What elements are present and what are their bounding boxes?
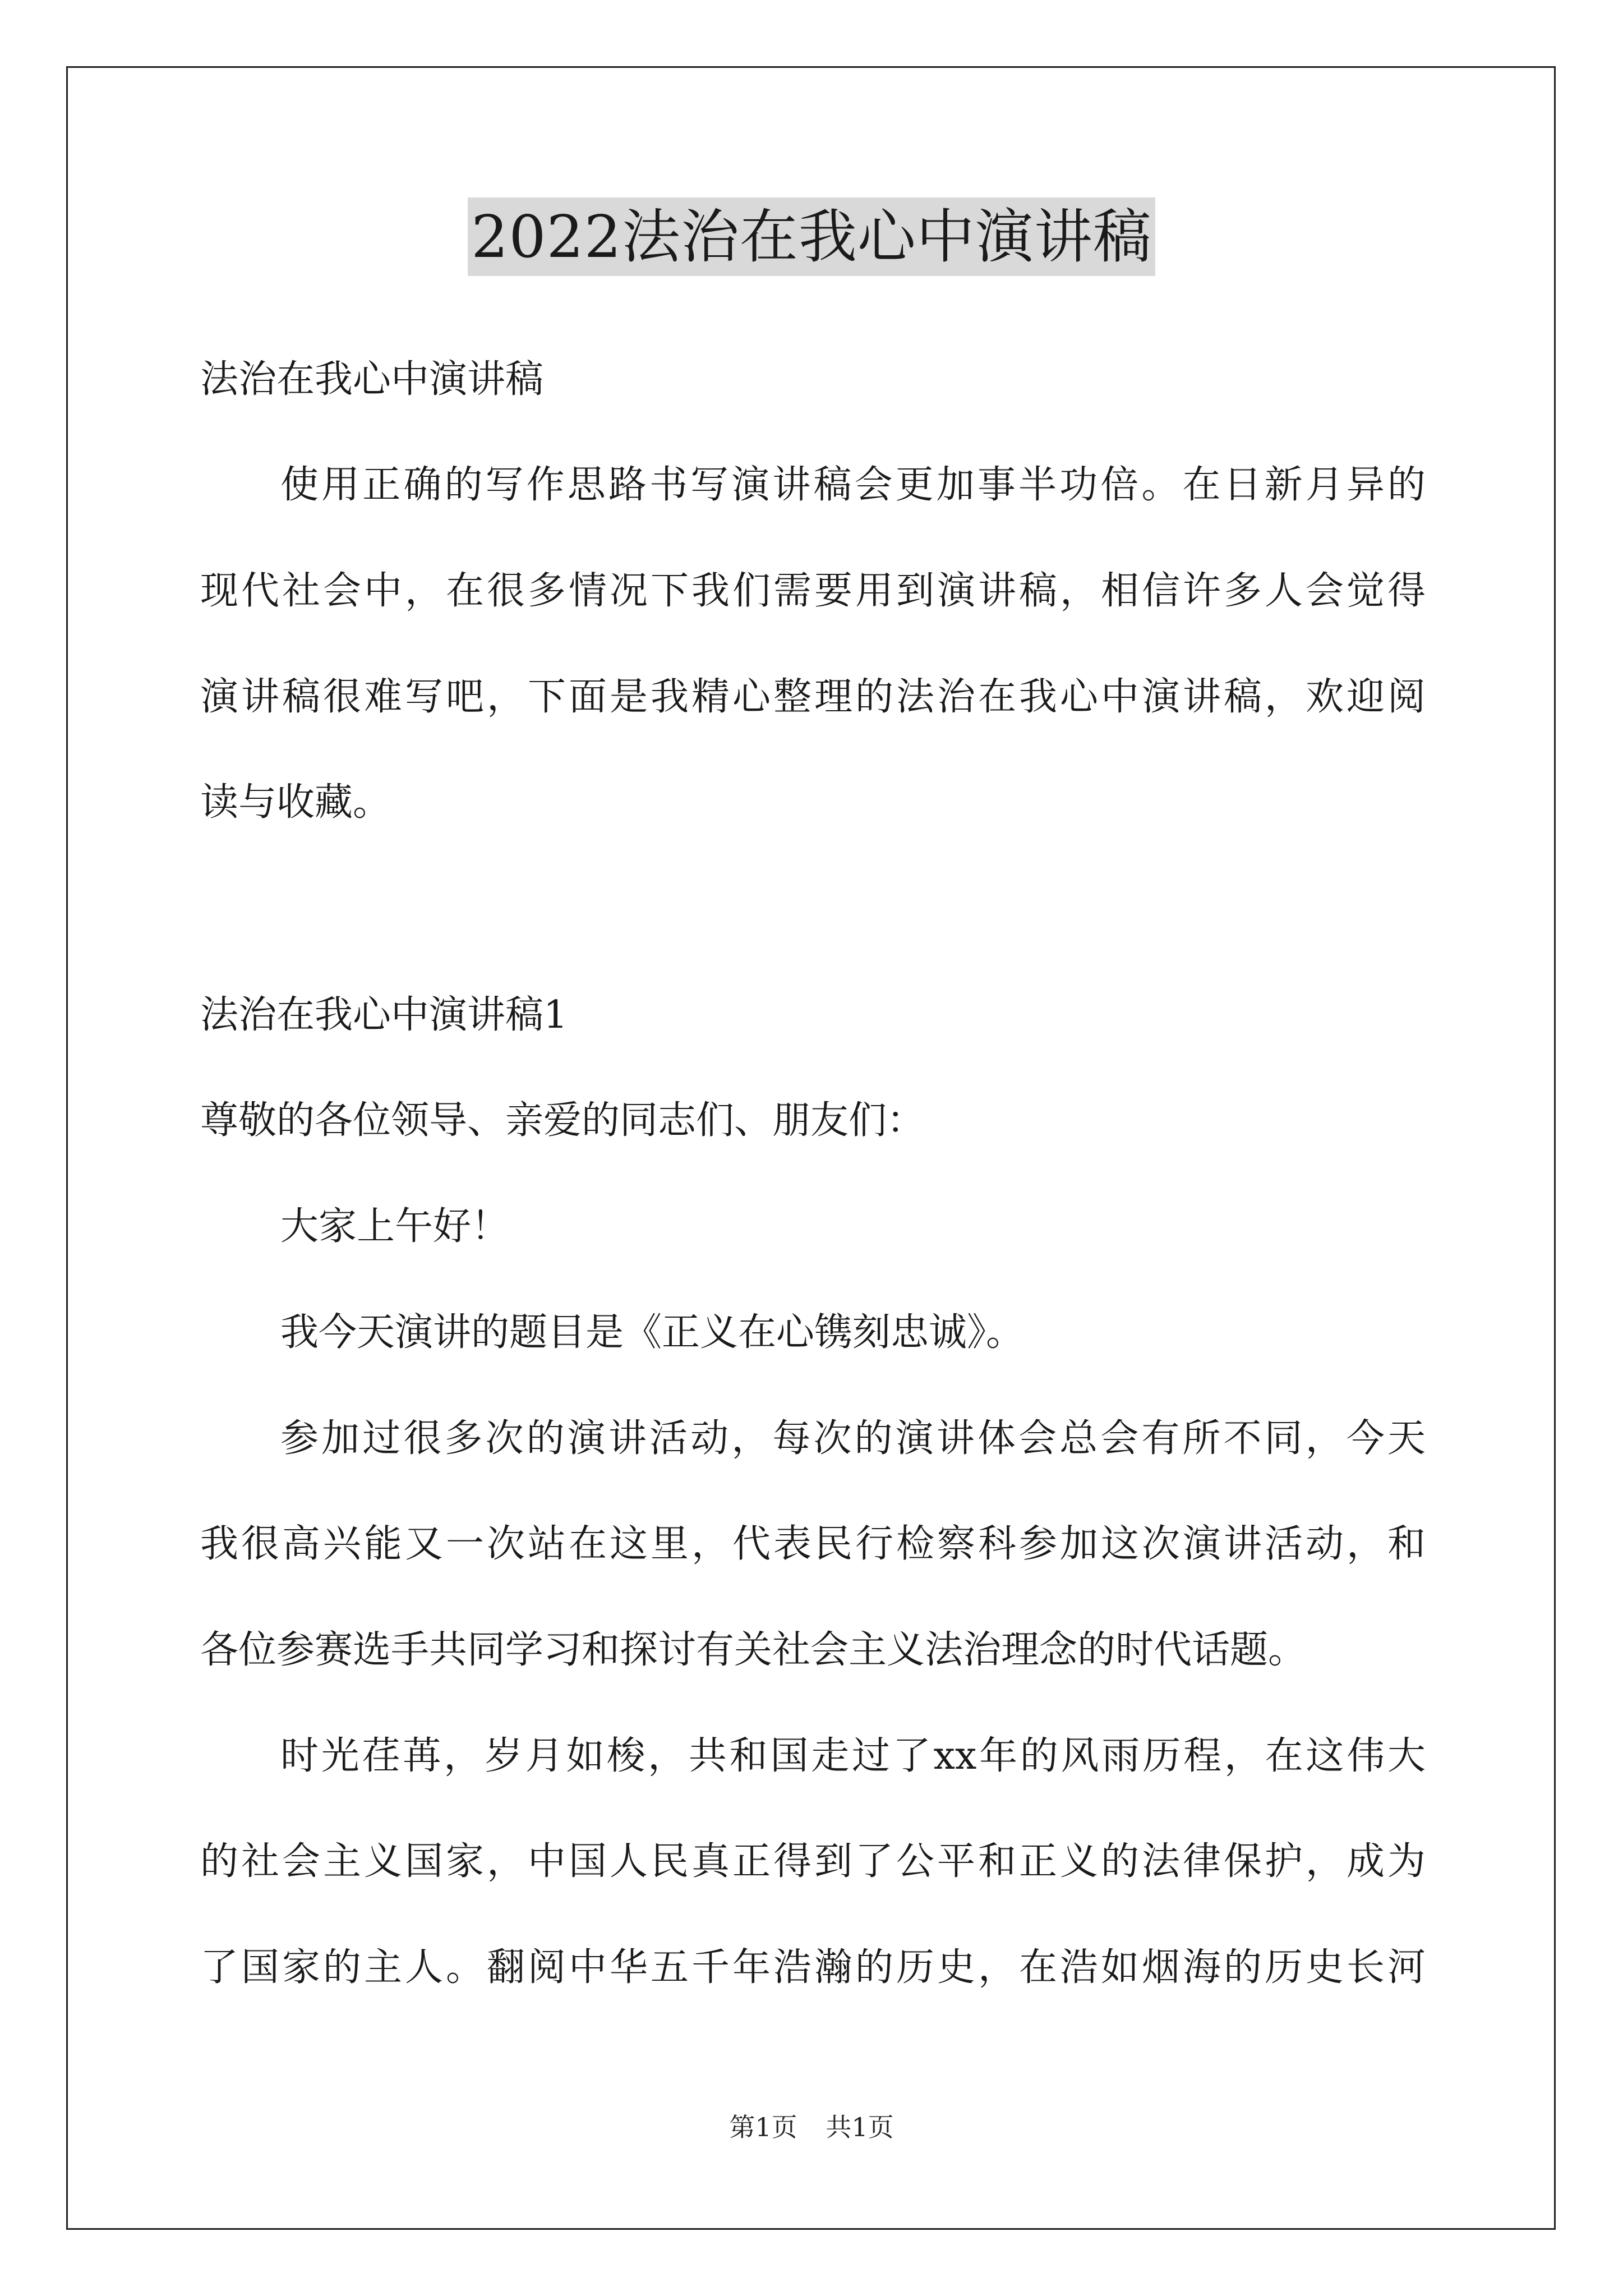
document-title: 2022法治在我心中演讲稿 bbox=[468, 197, 1155, 276]
paragraph-line: 使用正确的写作思路书写演讲稿会更加事半功倍。在日新月异的 bbox=[280, 463, 1426, 507]
paragraph-line: 的社会主义国家，中国人民真正得到了公平和正义的法律保护，成为 bbox=[200, 1839, 1426, 1884]
paragraph-line: 了国家的主人。翻阅中华五千年浩瀚的历史，在浩如烟海的历史长河 bbox=[200, 1945, 1426, 1990]
paragraph-line: 现代社会中，在很多情况下我们需要用到演讲稿，相信许多人会觉得 bbox=[200, 569, 1426, 613]
paragraph-line: 参加过很多次的演讲活动，每次的演讲体会总会有所不同，今天 bbox=[280, 1416, 1426, 1461]
subtitle-line: 法治在我心中演讲稿 bbox=[200, 357, 544, 402]
title-container bbox=[0, 197, 1623, 276]
page-total: 共1页 bbox=[826, 2112, 894, 2142]
paragraph-line: 各位参赛选手共同学习和探讨有关社会主义法治理念的时代话题。 bbox=[200, 1628, 1307, 1672]
paragraph-line: 演讲稿很难写吧，下面是我精心整理的法治在我心中演讲稿，欢迎阅 bbox=[200, 675, 1426, 719]
section-heading: 法治在我心中演讲稿1 bbox=[200, 993, 568, 1037]
page-number: 第1页 bbox=[729, 2112, 797, 2142]
paragraph-line: 时光荏苒，岁月如梭，共和国走过了xx年的风雨历程，在这伟大 bbox=[280, 1734, 1426, 1778]
paragraph-line: 读与收藏。 bbox=[200, 780, 391, 825]
salutation-line: 尊敬的各位领导、亲爱的同志们、朋友们： bbox=[200, 1098, 925, 1143]
greeting-line: 大家上午好！ bbox=[280, 1204, 510, 1249]
page-footer bbox=[0, 2110, 1623, 2144]
paragraph-line: 我很高兴能又一次站在这里，代表民行检察科参加这次演讲活动，和 bbox=[200, 1522, 1426, 1566]
paragraph-line: 我今天演讲的题目是《正义在心镌刻忠诚》。 bbox=[280, 1310, 1025, 1355]
